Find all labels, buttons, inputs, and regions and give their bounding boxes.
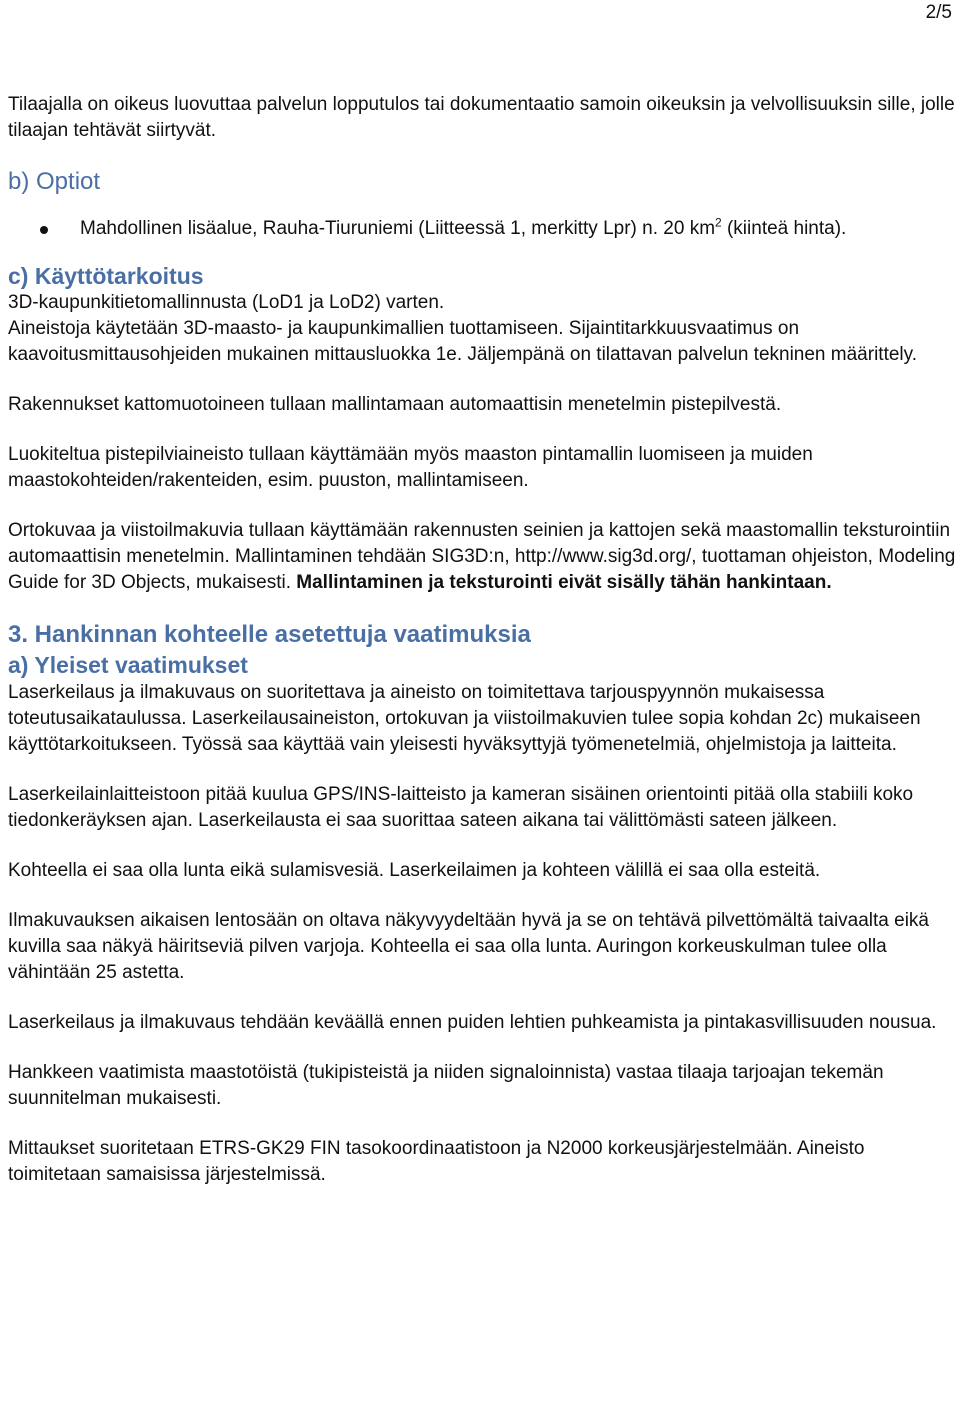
bullet-text-before: Mahdollinen lisäalue, Rauha-Tiuruniemi (Liitteessä 1, merkitty Lpr) n. 20 km — [80, 218, 716, 239]
bullet-icon — [40, 226, 48, 234]
purpose-line-1: 3D-kaupunkitietomallinnusta (LoD1 ja LoD2) varten. — [8, 292, 445, 313]
purpose-heading: c) Käyttötarkoitus — [8, 263, 204, 289]
intro-paragraph: Tilaajalla on oikeus luovuttaa palvelun lopputulos tai dokumentaatio samoin oikeuksin ja velvollisuuksin sille, jolle tilaajan tehtävät siirtyvät. — [8, 94, 955, 141]
requirements-subheading: a) Yleiset vaatimukset — [8, 652, 248, 678]
options-list-item — [8, 216, 958, 242]
requirements-heading: 3. Hankinnan kohteelle asetettuja vaatimuksia — [8, 621, 531, 648]
requirements-paragraph: Hankkeen vaatimista maastotöistä (tukipisteistä ja niiden signaloinnista) vastaa tilaaja tarjoajan tekemän suunnitelman mukaisesti. — [8, 1062, 884, 1109]
purpose-paragraph-2: Rakennukset kattomuotoineen tullaan mallintamaan automaattisin menetelmin pistepilvestä. — [8, 394, 782, 415]
options-heading: b) Optiot — [8, 168, 101, 195]
document-body — [8, 92, 958, 1188]
requirements-paragraph: Laserkeilainlaitteistoon pitää kuulua GPS/INS-laitteisto ja kameran sisäinen orientointi pitää olla stabiili koko tiedonkeräyksen ajan. Laserkeilausta ei saa suorittaa sateen aikana tai välittömästi sateen jälkeen. — [8, 784, 914, 831]
requirements-paragraph: Laserkeilaus ja ilmakuvaus on suoritettava ja aineisto on toimitettava tarjouspyynnön mukaisessa toteutusaikataulussa. Laserkeilausaineiston, ortokuvan ja viistoilmakuvien tulee sopia kohdan 2c) mukaiseen käyttötarkoitukseen. Työssä saa käyttää vain yleisesti hyväksyttyjä työmenetelmiä, ohjelmistoja ja laitteita. — [8, 682, 921, 755]
options-bullet-text — [80, 216, 958, 242]
superscript: 2 — [715, 215, 722, 230]
purpose-line-2: Aineistoja käytetään 3D-maasto- ja kaupunkimallien tuottamiseen. Sijaintitarkkuusvaatimus on kaavoitusmittausohjeiden mukainen mittausluokka 1e. Jäljempänä on tilattavan palvelun tekninen määrittely. — [8, 318, 918, 365]
purpose-paragraph-4 — [8, 518, 958, 596]
requirements-paragraph: Mittaukset suoritetaan ETRS-GK29 FIN tasokoordinaatistoon ja N2000 korkeusjärjestelmään. Aineisto toimitetaan samaisissa järjestelmissä. — [8, 1138, 865, 1185]
purpose-paragraph-3: Luokiteltua pistepilviaineisto tullaan käyttämään myös maaston pintamallin luomiseen ja muiden maastokohteiden/rakenteiden, esim. puuston, mallintamiseen. — [8, 444, 813, 491]
purpose-paragraph-4-text: Ortokuvaa ja viistoilmakuvia tullaan käyttämään rakennusten seinien ja kattojen sekä maastomallin teksturointiin automaattisin menetelmin. Mallintaminen tehdään SIG3D:n, http://www.sig3d.org/, tuottaman ohjeiston, Modeling Guide for 3D Objects, mukaisesti. — [8, 520, 956, 593]
requirements-paragraph: Kohteella ei saa olla lunta eikä sulamisvesiä. Laserkeilaimen ja kohteen välillä ei saa olla esteitä. — [8, 860, 821, 881]
purpose-paragraph-4-emphasis: Mallintaminen ja teksturointi eivät sisälly tähän hankintaan. — [296, 572, 832, 593]
page-number: 2/5 — [925, 2, 952, 23]
requirements-paragraph: Ilmakuvauksen aikaisen lentosään on oltava näkyvyydeltään hyvä ja se on tehtävä pilvettömältä taivaalta eikä kuvilla saa näkyä häiritseviä pilven varjoja. Kohteella ei saa olla lunta. Auringon korkeuskulman tulee olla vähintään 25 astetta. — [8, 910, 929, 983]
requirements-paragraph: Laserkeilaus ja ilmakuvaus tehdään keväällä ennen puiden lehtien puhkeamista ja pintakasvillisuuden nousua. — [8, 1012, 937, 1033]
bullet-text-after: (kiinteä hinta). — [721, 218, 847, 239]
